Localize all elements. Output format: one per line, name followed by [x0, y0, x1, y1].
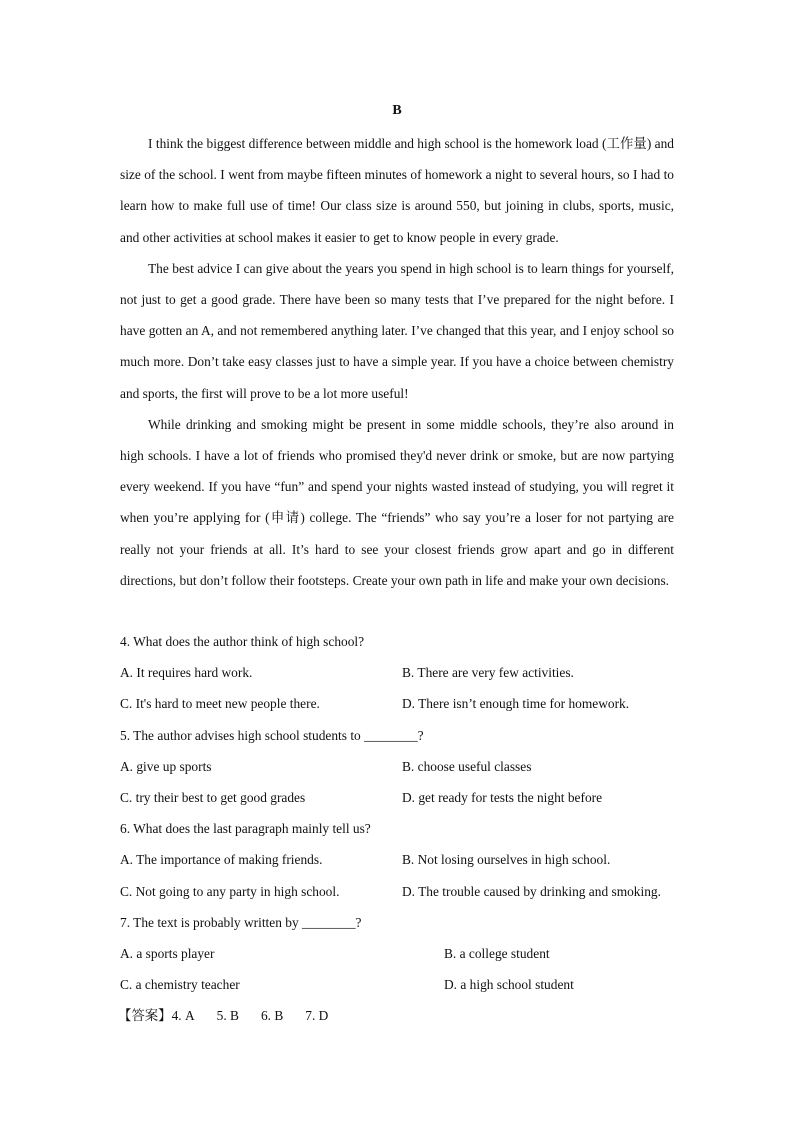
- answer-item-6: 6. B: [260, 1008, 284, 1023]
- question-4-option-a: A. It requires hard work.: [120, 665, 253, 680]
- question-7-option-a: A. a sports player: [120, 946, 215, 961]
- question-5-stem: 5. The author advises high school students to ________?: [120, 728, 424, 743]
- question-4-option-b: B. There are very few activities.: [402, 665, 574, 680]
- question-7-stem: 7. The text is probably written by ________?: [120, 915, 362, 930]
- answer-label: 【答案】: [118, 1008, 172, 1023]
- question-4-stem: 4. What does the author think of high school?: [120, 634, 365, 649]
- answer-item-7: 7. D: [305, 1008, 329, 1023]
- question-6-option-a: A. The importance of making friends.: [120, 852, 323, 867]
- answer-key: [118, 1006, 350, 1026]
- question-7-option-c: C. a chemistry teacher: [120, 977, 240, 992]
- passage-paragraph-3: While drinking and smoking might be present in some middle schools, they’re also around in high schools. I have a lot of friends who promised they'd never drink or smoke, but are now partying every weekend. If you have “fun” and spend your nights wasted instead of studying, you will regret it when you’re applying for (申请) college. The “friends” who say you’re a loser for not partying are really not your friends at all. It’s hard to see your closest friends grow apart and go in different directions, but don’t follow their footsteps. Create your own path in life and make your own decisions.: [120, 416, 674, 588]
- question-4-option-c: C. It's hard to meet new people there.: [120, 696, 320, 711]
- passage-paragraph-2: The best advice I can give about the years you spend in high school is to learn things for yourself, not just to get a good grade. There have been so many tests that I’ve prepared for the night before. I have gotten an A, and not remembered anything later. I’ve changed that this year, and I enjoy school so much more. Don’t take easy classes just to have a simple year. If you have a choice between chemistry and sports, the first will prove to be a lot more useful!: [120, 260, 674, 401]
- question-5-option-a: A. give up sports: [120, 759, 212, 774]
- passage-body: [120, 128, 674, 596]
- question-6-option-d: D. The trouble caused by drinking and smoking.: [402, 884, 661, 899]
- question-5-option-b: B. choose useful classes: [402, 759, 532, 774]
- answer-item-5: 5. B: [216, 1008, 239, 1023]
- question-6-option-b: B. Not losing ourselves in high school.: [402, 852, 611, 867]
- answer-item-4: 4. A: [171, 1008, 195, 1023]
- question-5-option-d: D. get ready for tests the night before: [402, 790, 603, 805]
- passage-paragraph-1: I think the biggest difference between middle and high school is the homework load (工作量) and size of the school. I went from maybe fifteen minutes of homework a night to several hours, so I had to learn how to make full use of time! Our class size is around 550, but joining in clubs, sports, music, and other activities at school makes it easier to get to know people in every grade.: [120, 136, 674, 245]
- question-4-option-d: D. There isn’t enough time for homework.: [402, 696, 630, 711]
- question-5-option-c: C. try their best to get good grades: [120, 790, 306, 805]
- passage-title: B: [392, 103, 402, 118]
- question-7-option-d: D. a high school student: [444, 977, 574, 992]
- question-7-option-b: B. a college student: [444, 946, 550, 961]
- question-6-option-c: C. Not going to any party in high school.: [120, 884, 340, 899]
- question-6-stem: 6. What does the last paragraph mainly tell us?: [120, 821, 371, 836]
